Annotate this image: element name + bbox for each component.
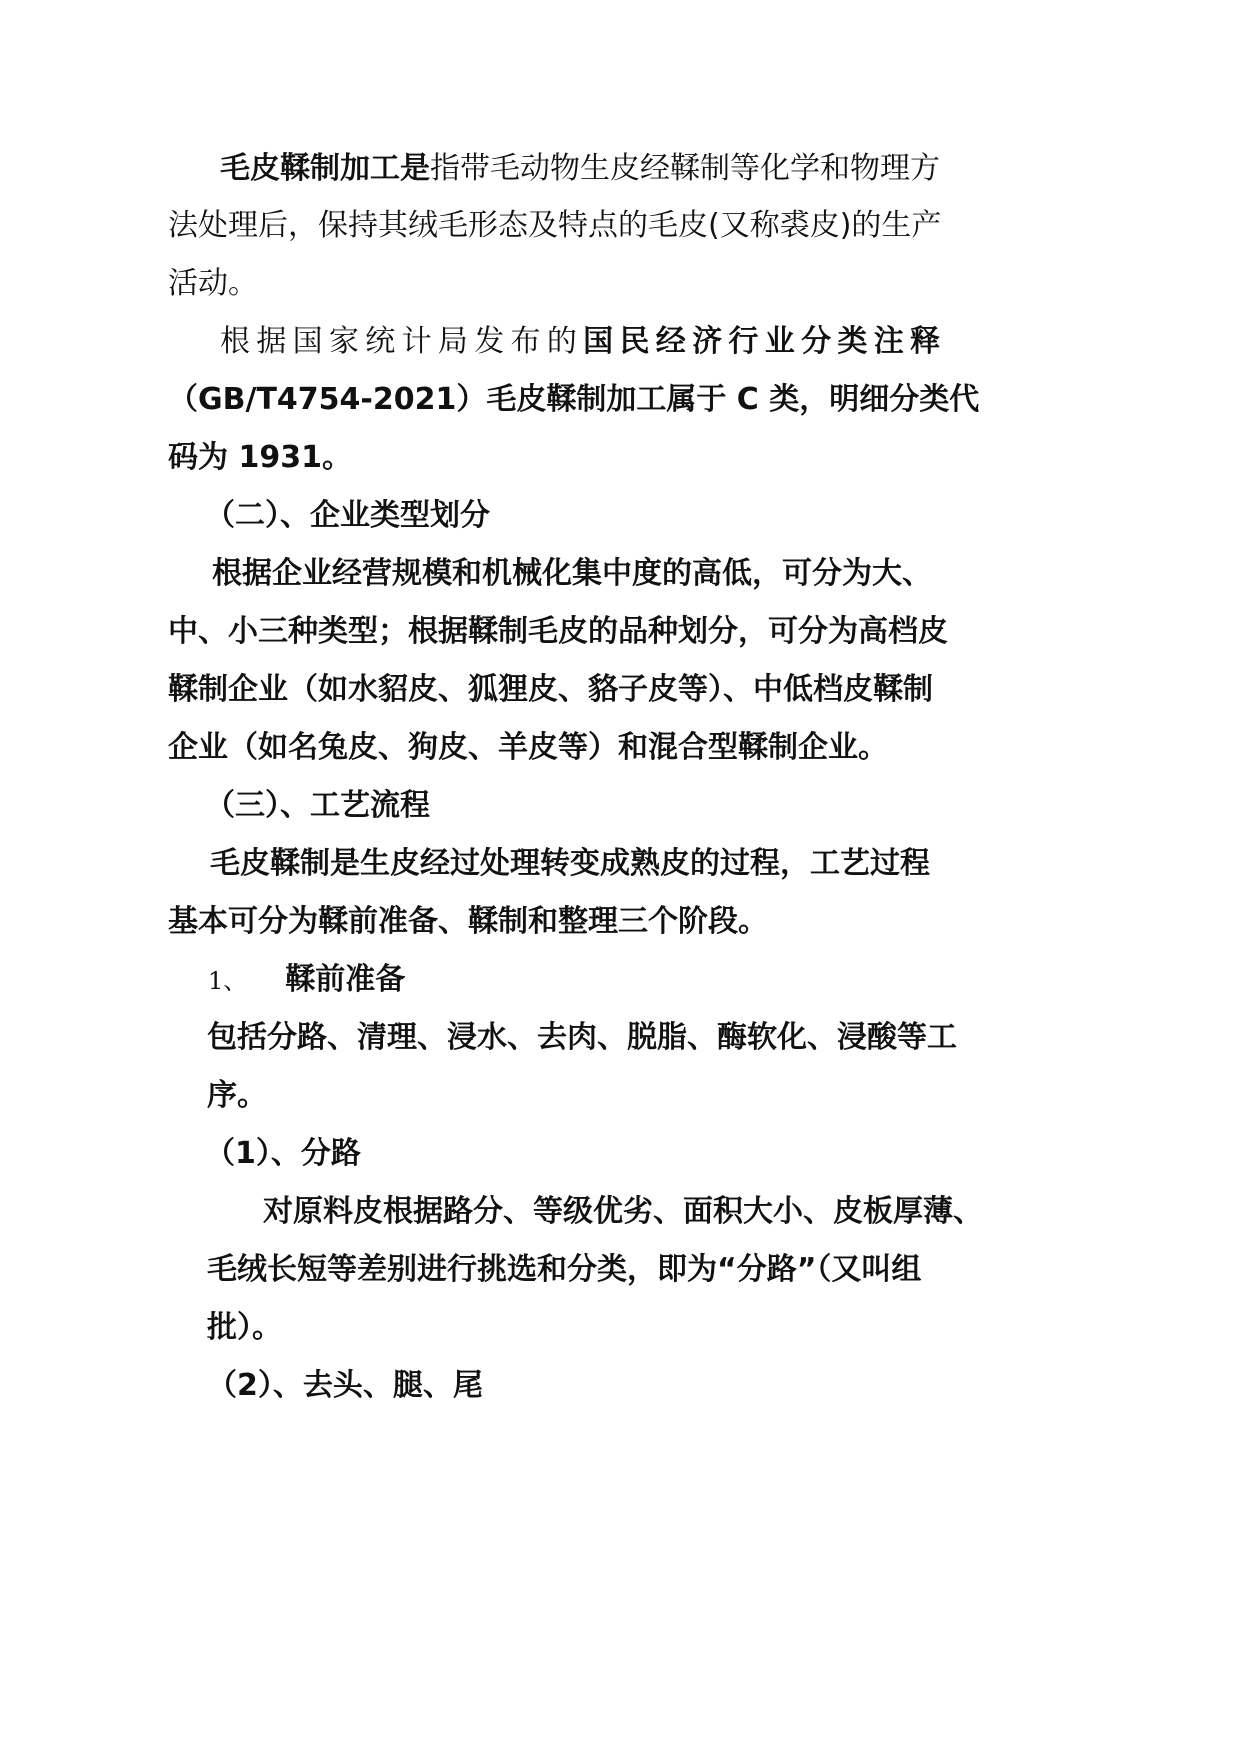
bold-term: 毛皮鞣制加工是: [220, 151, 430, 186]
numbered-item-pre-tanning: [208, 958, 405, 1003]
definition-text: 指带毛动物生皮经鞣制等化学和物理方: [430, 151, 940, 186]
paragraph-definition-line-1: [220, 147, 940, 191]
classification-source-text: 根据国家统计局发布的: [220, 324, 584, 359]
paragraph-enterprise-line-4: 企业（如名兔皮、狗皮、羊皮等）和混合型鞣制企业。: [168, 730, 888, 765]
section-heading-enterprise-types: （二）、企业类型划分: [205, 498, 490, 533]
paragraph-classification-line-3: 码为 1931。: [168, 440, 352, 475]
paragraph-enterprise-line-1: 根据企业经营规模和机械化集中度的高低，可分为大、: [212, 556, 932, 591]
subheading-sorting: （1）、分路: [205, 1136, 361, 1171]
paragraph-process-line-1: 毛皮鞣制是生皮经过处理转变成熟皮的过程，工艺过程: [210, 846, 930, 881]
paragraph-classification-line-1: [220, 320, 940, 364]
paragraph-classification-line-2: （GB/T4754-2021）毛皮鞣制加工属于 C 类，明细分类代: [168, 382, 980, 417]
classification-standard-title: 国民经济行业分类注释: [583, 324, 941, 359]
paragraph-process-line-2: 基本可分为鞣前准备、鞣制和整理三个阶段。: [168, 904, 768, 939]
paragraph-sorting-line-1: 对原料皮根据路分、等级优劣、面积大小、皮板厚薄、: [263, 1194, 983, 1229]
paragraph-sorting-line-3: 批）。: [207, 1310, 282, 1345]
paragraph-enterprise-line-2: 中、小三种类型；根据鞣制毛皮的品种划分，可分为高档皮: [168, 614, 948, 649]
paragraph-sorting-line-2: 毛绒长短等差别进行挑选和分类，即为“分路”（又叫组: [207, 1252, 922, 1287]
paragraph-pre-tanning-line-1: 包括分路、清理、浸水、去肉、脱脂、酶软化、浸酸等工: [207, 1020, 957, 1055]
paragraph-enterprise-line-3: 鞣制企业（如水貂皮、狐狸皮、貉子皮等）、中低档皮鞣制: [168, 672, 933, 707]
item-label: 鞣前准备: [285, 962, 406, 997]
paragraph-pre-tanning-line-2: 序。: [207, 1078, 267, 1113]
subheading-trimming: （2）、去头、腿、尾: [207, 1368, 483, 1403]
section-heading-process-flow: （三）、工艺流程: [205, 788, 430, 823]
paragraph-definition-line-3: 活动。: [168, 266, 258, 301]
item-number: 1、: [208, 967, 248, 995]
paragraph-definition-line-2: 法处理后，保持其绒毛形态及特点的毛皮(又称裘皮)的生产: [168, 208, 942, 243]
